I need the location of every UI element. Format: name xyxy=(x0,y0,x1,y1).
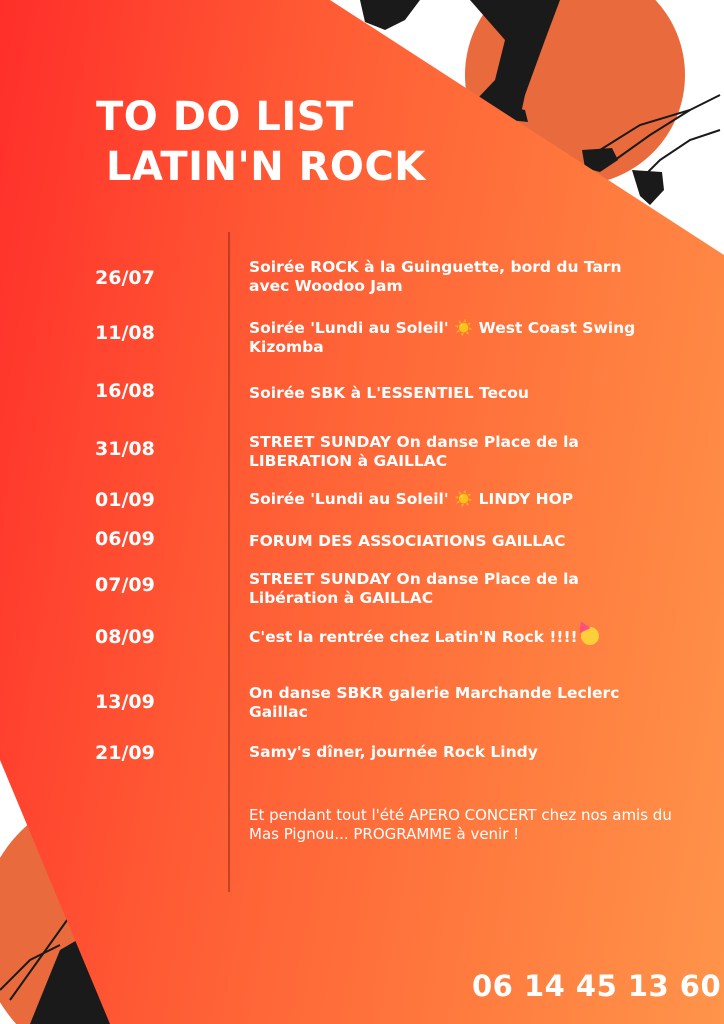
event-line-1: STREET SUNDAY On danse Place de la xyxy=(249,570,579,588)
event-line-1: Soirée SBK à L'ESSENTIEL Tecou xyxy=(249,384,529,402)
event-line-1: Soirée ROCK à la Guinguette, bord du Tarn xyxy=(249,258,622,276)
event-description xyxy=(249,684,689,722)
poster-title xyxy=(96,92,426,192)
event-line-1: Samy's dîner, journée Rock Lindy xyxy=(249,743,538,761)
event-date: 08/09 xyxy=(95,626,155,648)
event-date: 07/09 xyxy=(95,574,155,596)
title-line-1: TO DO LIST xyxy=(96,94,354,140)
event-line-2: Kizomba xyxy=(249,338,324,356)
event-line-1: Soirée 'Lundi au Soleil' ☀️ West Coast Swing xyxy=(249,319,636,337)
event-line-text: C'est la rentrée chez Latin'N Rock !!!! xyxy=(249,628,578,646)
event-description xyxy=(249,258,689,296)
event-description xyxy=(249,532,689,551)
event-date: 01/09 xyxy=(95,489,155,511)
event-date: 16/08 xyxy=(95,380,155,402)
event-line-1: Soirée 'Lundi au Soleil' ☀️ LINDY HOP xyxy=(249,490,574,508)
event-description xyxy=(249,319,689,357)
event-line-2: avec Woodoo Jam xyxy=(249,277,403,295)
event-description xyxy=(249,627,689,647)
event-date: 11/08 xyxy=(95,322,155,344)
event-line-1: STREET SUNDAY On danse Place de la xyxy=(249,433,579,451)
event-description xyxy=(249,433,689,471)
event-description xyxy=(249,570,689,608)
event-line-1: On danse SBKR galerie Marchande Leclerc xyxy=(249,684,620,702)
event-line-2: Libération à GAILLAC xyxy=(249,589,434,607)
party-face-icon xyxy=(581,627,599,645)
event-line-1 xyxy=(249,627,689,647)
event-line-2: LIBERATION à GAILLAC xyxy=(249,452,448,470)
summer-note: Et pendant tout l'été APERO CONCERT chez nos amis du Mas Pignou... PROGRAMME à venir ! xyxy=(249,806,672,843)
event-date: 13/09 xyxy=(95,691,155,713)
vertical-divider xyxy=(228,232,230,892)
event-date: 31/08 xyxy=(95,438,155,460)
event-description xyxy=(249,743,689,762)
event-date: 06/09 xyxy=(95,528,155,550)
event-line-2: Gaillac xyxy=(249,703,308,721)
event-line-1: FORUM DES ASSOCIATIONS GAILLAC xyxy=(249,532,566,550)
event-date: 26/07 xyxy=(95,267,155,289)
event-date: 21/09 xyxy=(95,742,155,764)
event-description xyxy=(249,384,689,403)
event-description xyxy=(249,490,689,509)
phone-number[interactable]: 06 14 45 13 60 xyxy=(472,969,722,1003)
title-line-2: LATIN'N ROCK xyxy=(106,144,426,190)
